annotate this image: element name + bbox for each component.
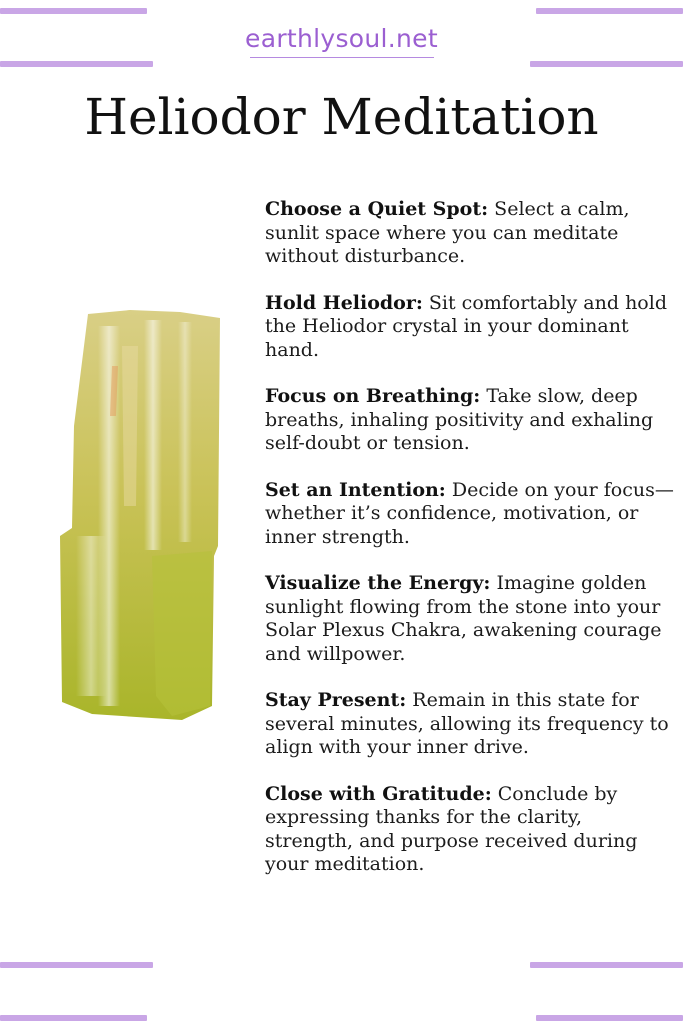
step-focus-on-breathing — [265, 385, 675, 456]
decorative-bar-top-right-2 — [530, 61, 683, 67]
decorative-bar-top-left-1 — [0, 8, 147, 14]
brand-logo: earthlysoul.net — [245, 24, 438, 53]
decorative-bar-bottom-left-1 — [0, 962, 153, 968]
brand-underline — [250, 57, 434, 58]
step-text: Remain in this state for several minutes, allowing its frequency to align with your inner drive. — [265, 689, 669, 758]
step-text: Decide on your focus—whether it’s confidence, motivation, or inner strength. — [265, 478, 674, 548]
step-choose-quiet-spot — [265, 198, 675, 269]
step-text: Take slow, deep breaths, inhaling positivity and exhaling self-doubt or tension. — [265, 385, 654, 454]
decorative-bar-top-right-1 — [536, 8, 683, 14]
step-text: Conclude by expressing thanks for the clarity, strength, and purpose received during your meditation. — [265, 782, 638, 875]
step-heading: Choose a Quiet Spot: — [265, 198, 489, 220]
step-heading: Focus on Breathing: — [265, 385, 481, 407]
step-heading: Stay Present: — [265, 689, 407, 711]
decorative-bar-bottom-left-2 — [0, 1015, 147, 1021]
step-heading: Visualize the Energy: — [265, 572, 491, 594]
decorative-bar-top-left-2 — [0, 61, 153, 67]
page-title: Heliodor Meditation — [84, 88, 599, 146]
step-close-with-gratitude — [265, 783, 675, 877]
step-text: Sit comfortably and hold the Heliodor crystal in your dominant hand. — [265, 291, 667, 361]
step-heading: Close with Gratitude: — [265, 782, 492, 805]
decorative-bar-bottom-right-1 — [530, 962, 683, 968]
step-text: Imagine golden sunlight flowing from the stone into your Solar Plexus Chakra, awakening courage and willpower. — [265, 572, 662, 665]
step-hold-heliodor — [265, 292, 675, 363]
step-heading: Set an Intention: — [265, 478, 446, 501]
step-set-an-intention — [265, 479, 675, 550]
step-heading: Hold Heliodor: — [265, 291, 423, 314]
step-stay-present — [265, 689, 675, 760]
heliodor-crystal-icon — [52, 306, 224, 726]
step-text: Select a calm, sunlit space where you can meditate without disturbance. — [265, 198, 630, 267]
meditation-steps-list — [265, 198, 675, 900]
step-visualize-the-energy — [265, 572, 675, 666]
decorative-bar-bottom-right-2 — [536, 1015, 683, 1021]
